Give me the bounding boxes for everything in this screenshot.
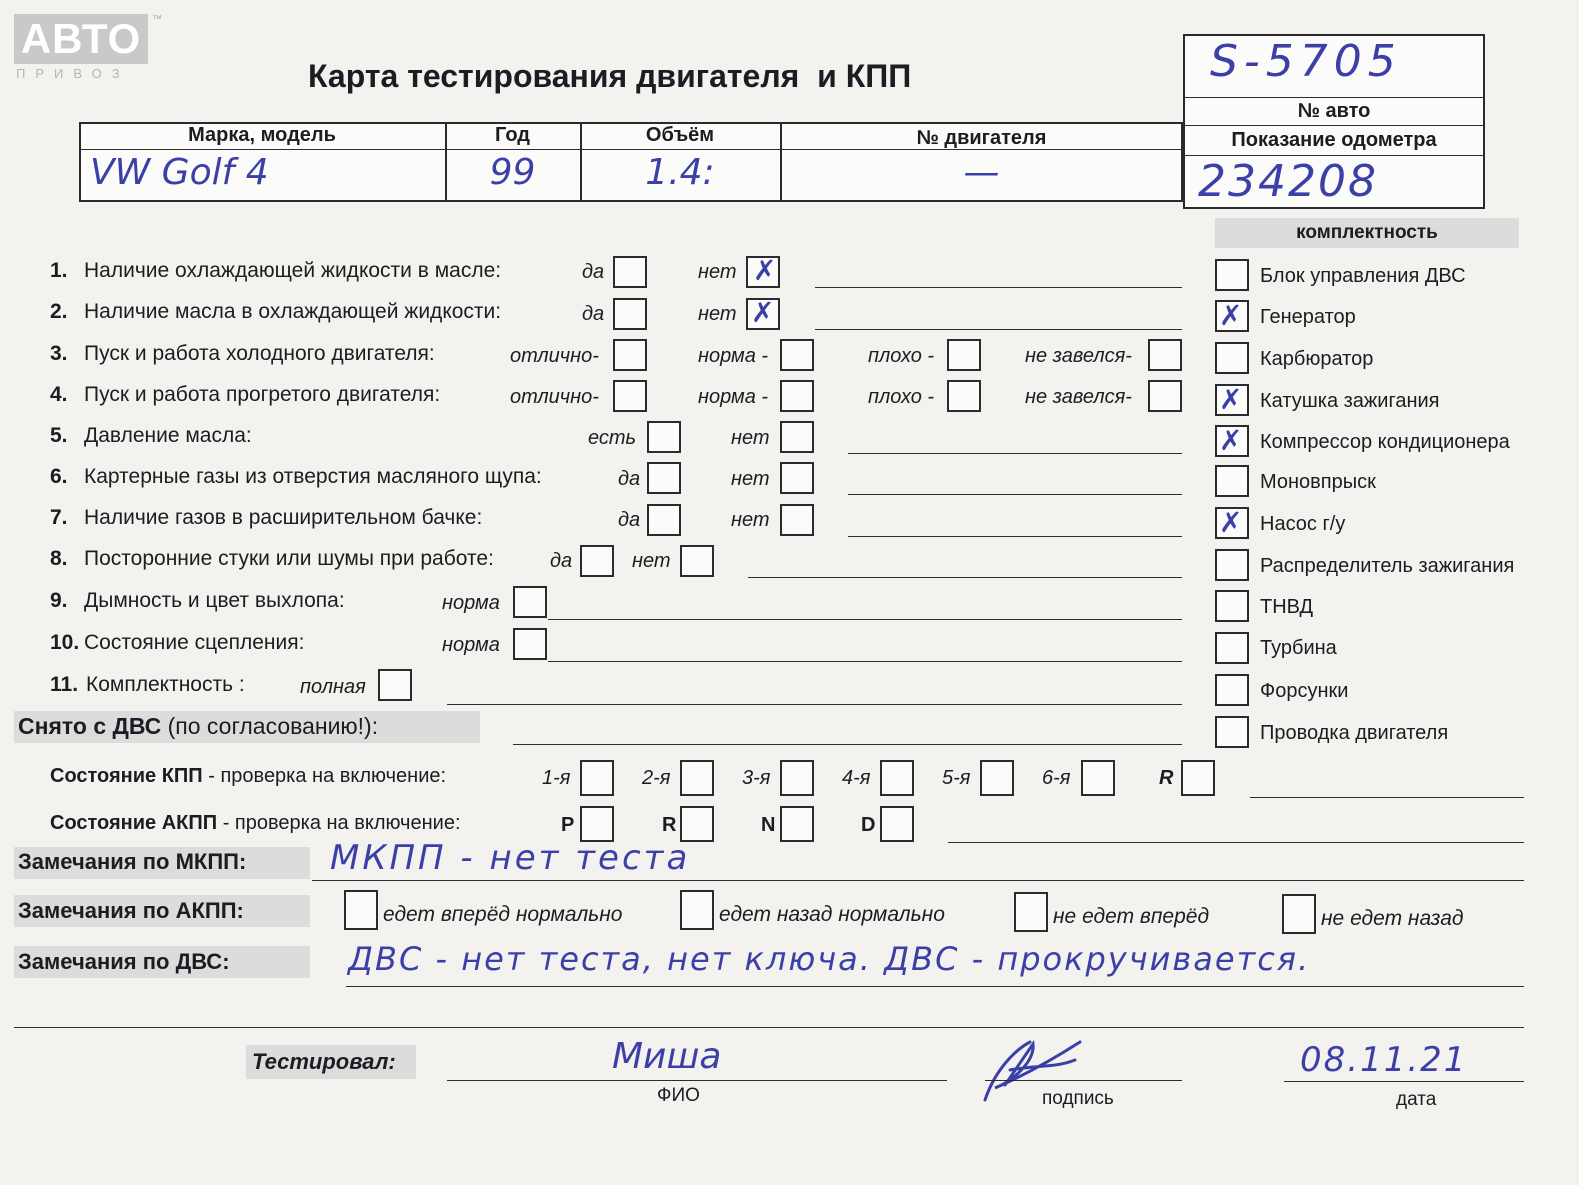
check-mark-icon: ✗ [1219,506,1243,539]
completeness-label: Карбюратор [1260,348,1374,370]
checkbox[interactable] [780,504,814,536]
fio-label: ФИО [657,1085,700,1106]
checkbox[interactable] [647,462,681,494]
completeness-title: комплектность [1296,222,1438,243]
akpp-gear-label: N [761,814,776,836]
checkbox[interactable] [378,669,412,701]
logo-tm: ™ [152,14,162,25]
item-label: Пуск и работа прогретого двигателя: [84,383,441,406]
check-mark-icon: ✗ [1219,383,1243,416]
option-label: норма - [698,386,769,408]
kpp-label: Состояние КПП [50,765,203,787]
completeness-checkbox[interactable] [1215,590,1249,622]
item-number: 4. [50,383,68,406]
gear-label: 6-я [1042,767,1071,789]
item-number: 1. [50,259,68,282]
checkbox[interactable] [1148,380,1182,412]
kpp-label-rest: - проверка на включение: [202,765,447,787]
make-label: Марка, модель [188,124,336,146]
akpp-remark-option: не едет назад [1321,907,1464,930]
checkbox[interactable] [613,298,647,330]
gear-label: 3-я [742,767,771,789]
logo-main: АВТО [14,14,148,64]
akpp-remark-checkbox[interactable] [1014,892,1048,932]
item-label: Наличие газов в расширительном бачке: [84,506,483,529]
option-label: норма [442,634,500,656]
option-label: не завелся- [1025,345,1132,367]
check-mark-icon: ✗ [751,296,775,329]
option-label: нет [731,427,770,449]
completeness-checkbox[interactable] [1215,259,1249,291]
item-number: 3. [50,342,68,365]
completeness-label: Моновпрыск [1260,471,1376,493]
item-label: Дымность и цвет выхлопа: [84,589,345,612]
checkbox[interactable] [647,421,681,453]
checkbox[interactable] [613,339,647,371]
option-label: нет [632,550,671,572]
check-mark-icon: ✗ [753,254,777,287]
option-label: нет [731,509,770,531]
gear-label: 2-я [642,767,671,789]
item-label: Давление масла: [84,424,252,447]
checkbox[interactable] [1148,339,1182,371]
option-label: да [618,509,641,531]
item-number: 6. [50,465,68,488]
akpp-gear-checkbox[interactable] [680,806,714,842]
checkbox[interactable] [947,380,981,412]
akpp-remark-checkbox[interactable] [680,890,714,930]
completeness-label: Блок управления ДВС [1260,265,1466,287]
option-label: нет [731,468,770,490]
akpp-remark-checkbox[interactable] [1282,894,1316,934]
akpp-gear-label: P [561,814,575,836]
gear-checkbox[interactable] [980,760,1014,796]
completeness-label: Катушка зажигания [1260,390,1440,412]
checkbox[interactable] [780,380,814,412]
removed-label-rest: (по согласованию!): [161,713,379,739]
check-mark-icon: ✗ [1219,299,1243,332]
akpp-label-rest: - проверка на включение: [217,812,461,834]
option-label: норма - [698,345,769,367]
akpp-remarks-label: Замечания по АКПП: [18,898,244,923]
year-label: Год [495,124,530,146]
item-number: 7. [50,506,68,529]
option-label: да [618,468,641,490]
item-label: Комплектность : [86,673,245,696]
engine-number-label: № двигателя [916,127,1047,149]
page-title: Карта тестирования двигателя и КПП [308,58,912,94]
akpp-gear-checkbox[interactable] [580,806,614,842]
car-number-value: S-5705 [1210,36,1402,87]
gear-label: 5-я [942,767,971,789]
option-label: да [582,261,605,283]
tested-label: Тестировал: [252,1049,396,1074]
completeness-label: Генератор [1260,306,1356,328]
item-label: Наличие охлаждающей жидкости в масле: [84,259,502,282]
item-label: Наличие масла в охлаждающей жидкости: [84,300,502,323]
option-label: отлично- [510,386,599,408]
completeness-label: Насос г/у [1260,513,1346,535]
option-label: нет [698,303,737,325]
mkpp-remarks-label: Замечания по МКПП: [18,849,247,874]
akpp-remark-option: не едет вперёд [1053,905,1210,928]
odometer-label: Показание одометра [1231,129,1437,151]
fio-value: Миша [612,1036,722,1077]
checkbox[interactable] [513,628,547,660]
logo-sub: ПРИВОЗ [16,66,130,81]
item-number: 5. [50,424,68,447]
item-number: 10. [50,631,80,654]
checkbox[interactable] [647,504,681,536]
gear-checkbox[interactable] [780,760,814,796]
akpp-label: Состояние АКПП [50,812,218,834]
date-value: 08.11.21 [1300,1040,1468,1080]
gear-checkbox[interactable] [880,760,914,796]
checkbox[interactable] [947,339,981,371]
option-label: нет [698,261,737,283]
akpp-remark-option: едет назад нормально [719,903,945,926]
item-label: Пуск и работа холодного двигателя: [84,342,435,365]
checkbox[interactable] [613,380,647,412]
gear-checkbox[interactable] [580,760,614,796]
checkbox[interactable] [513,586,547,618]
option-label: плохо - [868,345,935,367]
engine-number-value: — [963,152,1000,193]
akpp-gear-checkbox[interactable] [880,806,914,842]
checkbox[interactable] [780,462,814,494]
signature-label: подпись [1042,1088,1114,1109]
akpp-gear-label: R [662,814,677,836]
completeness-checkbox[interactable] [1215,632,1249,664]
completeness-label: Проводка двигателя [1260,722,1449,744]
item-number: 9. [50,589,68,612]
completeness-checkbox[interactable] [1215,716,1249,748]
completeness-checkbox[interactable] [1215,674,1249,706]
item-number: 8. [50,547,68,570]
date-label: дата [1396,1089,1437,1110]
option-label: есть [588,427,637,449]
checkbox[interactable] [780,421,814,453]
gear-checkbox[interactable] [680,760,714,796]
checkbox[interactable] [680,545,714,577]
gear-checkbox[interactable] [1081,760,1115,796]
option-label: плохо - [868,386,935,408]
gear-label: 4-я [842,767,871,789]
make-value: VW Golf 4 [90,152,269,193]
option-label: отлично- [510,345,599,367]
item-label: Состояние сцепления: [84,631,305,654]
gear-checkbox[interactable] [1181,760,1215,796]
completeness-checkbox[interactable] [1215,549,1249,581]
completeness-label: Турбина [1260,637,1337,659]
gear-label: R [1159,767,1174,789]
akpp-remark-option: едет вперёд нормально [383,903,623,926]
item-label: Посторонние стуки или шумы при работе: [84,547,494,570]
checkbox[interactable] [580,545,614,577]
odometer-value: 234208 [1198,156,1378,207]
logo [14,14,164,84]
akpp-gear-checkbox[interactable] [780,806,814,842]
checkbox[interactable] [613,256,647,288]
item-number: 11. [50,673,79,696]
akpp-gear-label: D [861,814,876,836]
checkbox[interactable] [780,339,814,371]
completeness-label: Форсунки [1260,680,1349,702]
check-mark-icon: ✗ [1219,424,1243,457]
completeness-checkbox[interactable] [1215,342,1249,374]
completeness-label: ТНВД [1260,596,1314,618]
year-value: 99 [489,152,536,193]
option-label: да [582,303,605,325]
removed-label: Снято с ДВС [18,713,162,739]
completeness-checkbox[interactable] [1215,465,1249,497]
volume-label: Объём [645,124,715,146]
option-label: норма [442,592,500,614]
option-label: не завелся- [1025,386,1132,408]
option-label: да [550,550,573,572]
mkpp-remarks-value: МКПП - нет теста [330,838,691,878]
car-number-label: № авто [1297,100,1371,122]
item-number: 2. [50,300,68,323]
akpp-remark-checkbox[interactable] [344,890,378,930]
dvs-remarks-label: Замечания по ДВС: [18,949,230,974]
volume-value: 1.4: [645,152,715,193]
dvs-remarks-value: ДВС - нет теста, нет ключа. ДВС - прокручивается. [348,940,1311,978]
gear-label: 1-я [542,767,571,789]
item-label: Картерные газы из отверстия масляного щупа: [84,465,542,488]
option-label: полная [300,676,366,698]
completeness-label: Распределитель зажигания [1260,555,1515,577]
completeness-label: Компрессор кондиционера [1260,431,1510,453]
